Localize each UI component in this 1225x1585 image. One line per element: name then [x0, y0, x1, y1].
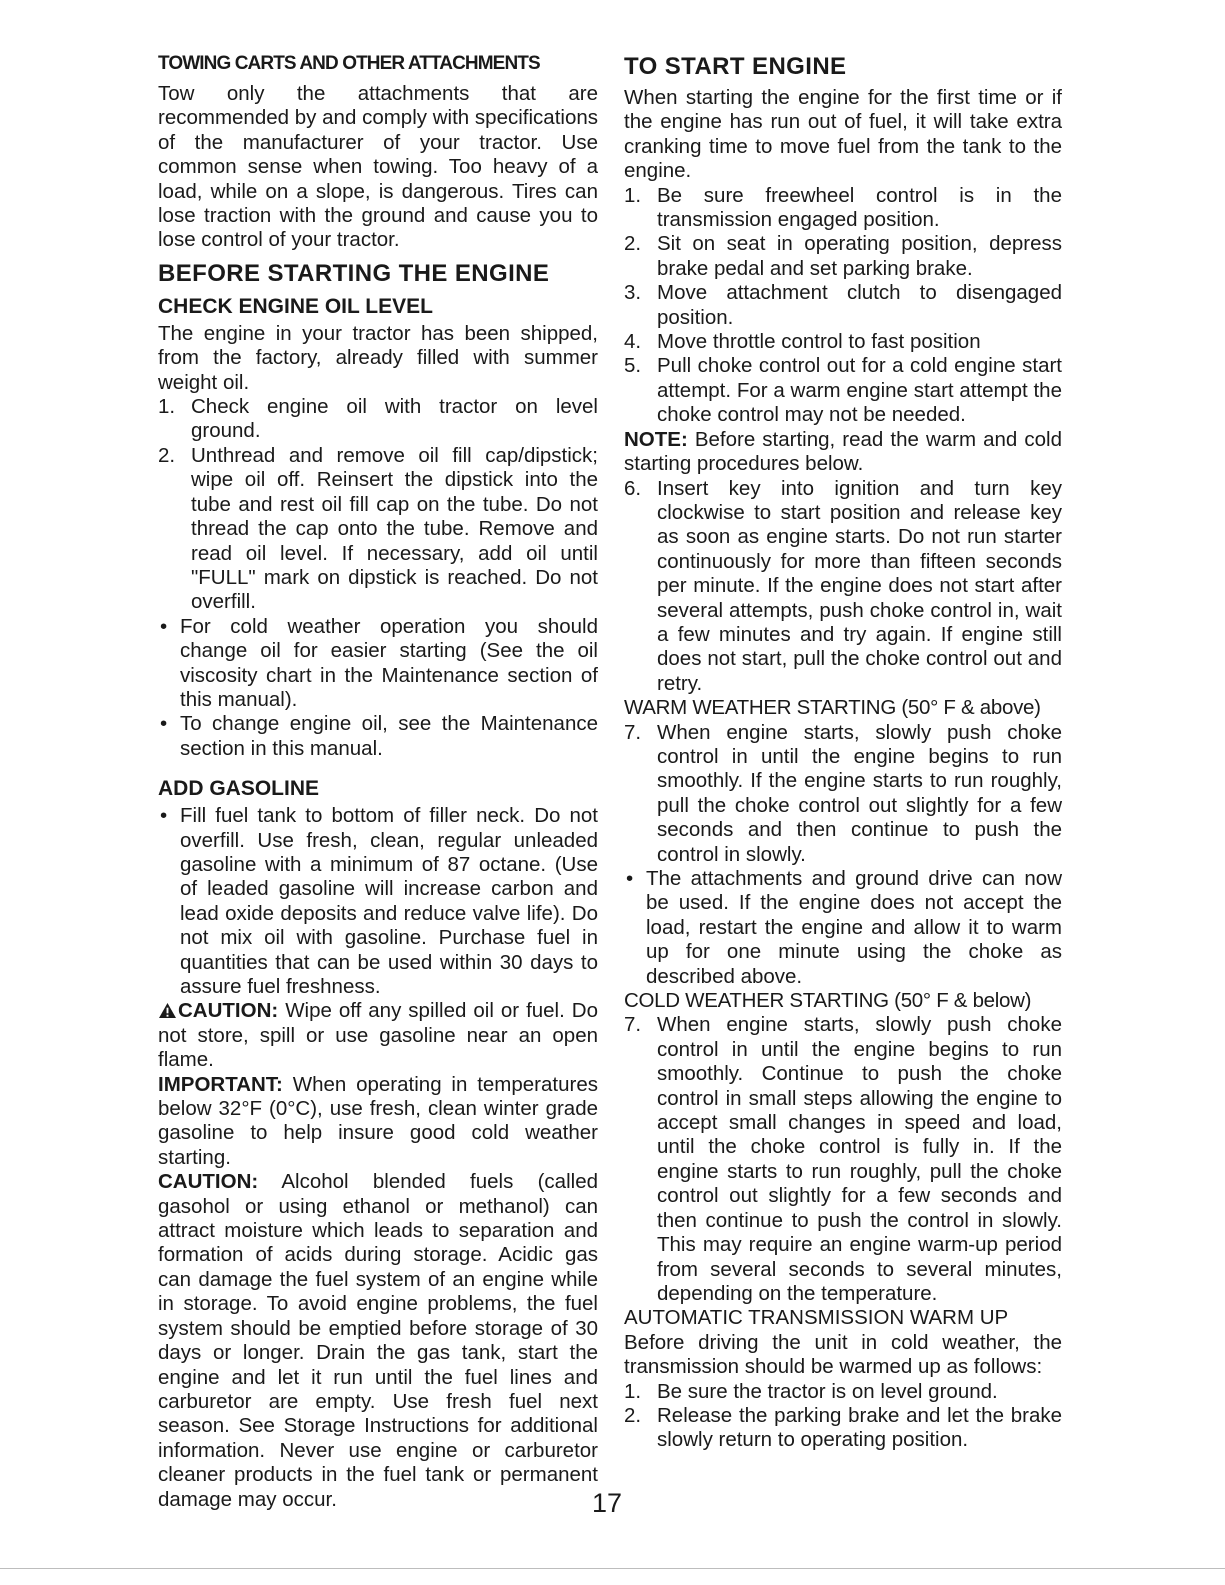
start-intro: When starting the engine for the first time or if the engine has run out of fuel, it will take extra cranking time to move fuel from the tank to the engine.	[624, 86, 1062, 183]
warm-step: 7. When engine starts, slowly push choke control in until the engine begins to run smoothly. If the engine starts to run roughly, pull the choke control out slightly for a few seconds and then continue to push the control in slowly.	[624, 720, 1062, 866]
start-step: 5. Pull choke control out for a cold engine start attempt. For a warm engine start attempt the choke control may not be needed.	[624, 354, 1062, 427]
right-column	[624, 52, 1062, 1453]
cold-weather-heading: COLD WEATHER STARTING (50° F & below)	[624, 989, 1032, 1013]
towing-text: Tow only the attachments that are recommended by and comply with specifications of the manufacturer of your tractor. Use common sense when towing. Too heavy of a load, while on a slope, is dangerous. Tires can lose traction with the ground and cause you to lose control of your tractor.	[158, 82, 598, 252]
oil-intro: The engine in your tractor has been shipped, from the factory, already filled with summer weight oil.	[158, 321, 598, 394]
caution-label: CAUTION:	[158, 1170, 259, 1194]
warm-bullet: • The attachments and ground drive can now be used. If the engine does not accept the load, restart the engine and allow it to warm up for one minute using the choke as described above.	[626, 867, 1062, 988]
oil-bullet: • To change engine oil, see the Maintenance section in this manual.	[160, 712, 598, 760]
note-label: NOTE:	[624, 427, 688, 451]
important-paragraph: IMPORTANT: When operating in temperatures below 32°F (0°C), use fresh, clean winter grade gasoline to help insure good cold weather starting.	[158, 1072, 598, 1169]
oil-step: 2. Unthread and remove oil fill cap/dipstick; wipe oil off. Reinsert the dipstick into the tube and rest oil fill cap on the tube. Do not thread the cap onto the tube. Remove and read oil level. If necessary, add oil until "FULL" mark on dipstick is reached. Do not overfill.	[158, 443, 598, 614]
check-oil-heading: CHECK ENGINE OIL LEVEL	[158, 294, 433, 318]
towing-heading: TOWING CARTS AND OTHER ATTACHMENTS	[158, 53, 540, 74]
note-paragraph: NOTE: Before starting, read the warm and cold starting procedures below.	[624, 427, 1062, 476]
left-column	[158, 52, 598, 1512]
auto-transmission-heading: AUTOMATIC TRANSMISSION WARM UP	[624, 1306, 1009, 1330]
auto-transmission-intro: Before driving the unit in cold weather, the transmission should be warmed up as follows:	[624, 1330, 1062, 1379]
cold-step: 7. When engine starts, slowly push choke control in until the engine begins to run smoothly. Continue to push the choke control in small steps allowing the engine to accept small changes in speed and load, until the choke control is fully in. If the engine starts to run roughly, pull the choke control out slightly for a few seconds and then continue to push the control in slowly. This may require an engine warm-up period from several seconds to several minutes, depending on the temperature.	[624, 1013, 1062, 1305]
warm-weather-heading: WARM WEATHER STARTING (50° F & above)	[624, 696, 1041, 720]
auto-step: 2. Release the parking brake and let the brake slowly return to operating position.	[624, 1403, 1062, 1452]
add-gasoline-heading: ADD GASOLINE	[158, 777, 320, 801]
auto-step: 1. Be sure the tractor is on level ground.	[624, 1379, 998, 1403]
start-step: 4. Move throttle control to fast position	[624, 330, 981, 354]
start-step: 1. Be sure freewheel control is in the transmission engaged position.	[624, 183, 1062, 232]
start-step: 2. Sit on seat in operating position, depress brake pedal and set parking brake.	[624, 232, 1062, 280]
page-number: 17	[592, 1488, 623, 1518]
oil-bullet: • For cold weather operation you should change oil for easier starting (See the oil viscosity chart in the Maintenance section of this manual).	[160, 614, 598, 711]
to-start-engine-heading: TO START ENGINE	[624, 53, 847, 80]
start-step: 3. Move attachment clutch to disengaged position.	[624, 281, 1062, 329]
gasoline-bullet: • Fill fuel tank to bottom of filler neck. Do not overfill. Use fresh, clean, regular unleaded gasoline with a minimum of 87 octane. (Use of leaded gasoline will increase carbon and lead oxide deposits and reduce valve life). Do not mix oil with gasoline. Purchase fuel in quantities that can be used within 30 days to assure fuel freshness.	[160, 804, 598, 998]
start-step: 6. Insert key into ignition and turn key clockwise to start position and release key as soon as engine starts. Do not run starter continuously for more than fifteen seconds per minute. If the engine does not start after several attempts, push choke control in, wait a few minutes and try again. If engine still does not start, pull the choke control out and retry.	[624, 476, 1062, 695]
warning-triangle-icon	[158, 1002, 177, 1019]
alcohol-caution-paragraph: CAUTION: Alcohol blended fuels (called gasohol or using ethanol or methanol) can attract moisture which leads to separation and formation of acids during storage. Acidic gas can damage the fuel system of an engine while in storage. To avoid engine problems, the fuel system should be emptied before storage of 30 days or longer. Drain the gas tank, start the engine and let it run until the fuel lines and carburetor are empty. Use fresh fuel next season. See Storage Instructions for additional information. Never use engine or carburetor cleaner products in the fuel tank or permanent damage may occur.	[158, 1170, 598, 1511]
caution-paragraph: CAUTION: Wipe off any spilled oil or fuel. Do not store, spill or use gasoline near an open flame.	[158, 999, 598, 1072]
caution-label: CAUTION:	[178, 999, 279, 1023]
before-starting-heading: BEFORE STARTING THE ENGINE	[158, 259, 550, 287]
important-label: IMPORTANT:	[158, 1072, 283, 1096]
bottom-divider	[0, 1568, 1225, 1569]
oil-step: 1. Check engine oil with tractor on level ground.	[158, 395, 598, 443]
